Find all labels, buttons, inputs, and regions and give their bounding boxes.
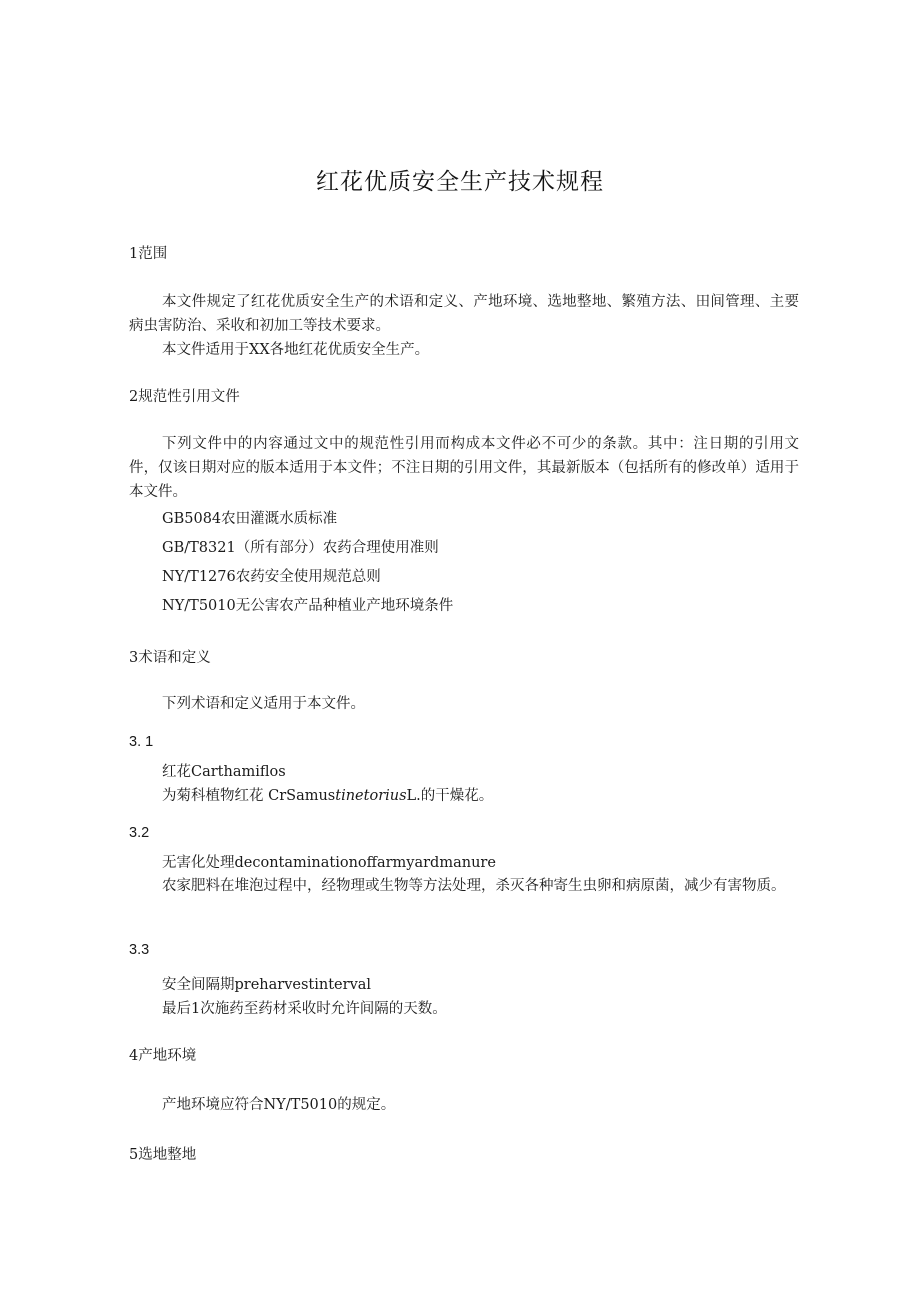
term-name: 安全间隔期preharvestinterval [162,977,372,993]
term-definition-part: 为菊科植物红花 CrSamus [162,788,336,804]
term-definition-italic: tinetorius [335,788,407,804]
term-name: 无害化处理decontaminationoffarmyardmanure [162,855,496,871]
reference-item: GB5084农田灌溉水质标准 [162,511,338,527]
reference-item: NY/T1276农药安全使用规范总则 [162,569,381,585]
reference-item: NY/T5010无公害农产品种植业产地环境条件 [162,598,454,614]
normative-references-paragraph: 下列文件中的内容通过文中的规范性引用而构成本文件必不可少的条款。其中：注日期的引用文件，仅该日期对应的版本适用于本文件；不注日期的引用文件，其最新版本（包括所有的修改单）适用于本文件。 [129,436,799,500]
reference-item: GB/T8321（所有部分）农药合理使用准则 [162,540,439,556]
terms-intro: 下列术语和定义适用于本文件。 [162,696,365,712]
term-number: 3.3 [129,942,150,958]
section-heading-normative-references: 2规范性引用文件 [129,389,240,405]
term-number: 3. 1 [129,734,154,750]
term-definition-part: L.的干燥花。 [406,788,494,804]
term-name: 红花Carthamiflos [162,764,286,780]
term-definition [162,786,493,806]
scope-paragraph: 本文件规定了红花优质安全生产的术语和定义、产地环境、选地整地、繁殖方法、田间管理、主要病虫害防治、采收和初加工等技术要求。 [129,294,799,334]
section-heading-terms: 3术语和定义 [129,650,211,666]
document-title: 红花优质安全生产技术规程 [316,169,604,195]
scope-applicability: 本文件适用于XX各地红花优质安全生产。 [162,342,430,358]
term-number: 3.2 [129,825,150,841]
section-heading-scope: 1范围 [129,246,168,262]
section-heading-site-preparation: 5选地整地 [129,1147,197,1163]
term-definition: 最后1次施药至药材采收时允许间隔的天数。 [162,1001,447,1017]
term-definition: 农家肥料在堆泡过程中，经物理或生物等方法处理，杀灭各种寄生虫卵和病原菌，减少有害物质。 [162,878,786,894]
environment-paragraph: 产地环境应符合NY/T5010的规定。 [162,1097,396,1113]
section-heading-environment: 4产地环境 [129,1048,197,1064]
